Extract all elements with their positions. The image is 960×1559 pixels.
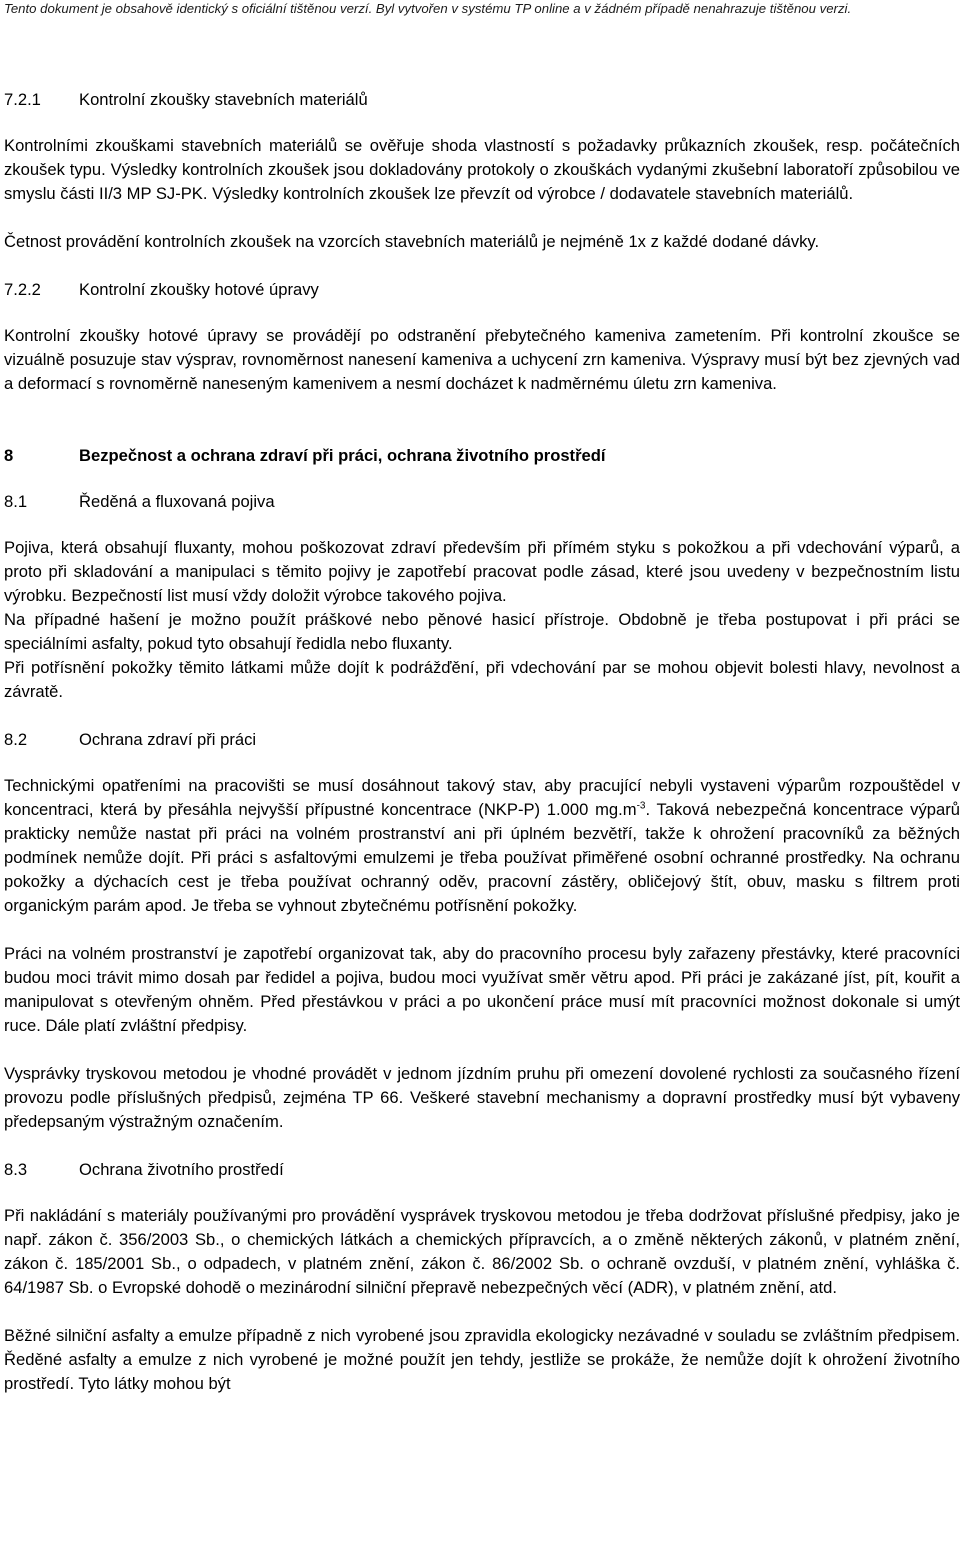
section-number: 8.1	[4, 492, 28, 511]
section-title: Kontrolní zkoušky stavebních materiálů	[79, 90, 368, 109]
section-number: 7.2.1	[4, 90, 41, 109]
section-heading-7-2-2	[4, 278, 960, 302]
section-title: Ochrana životního prostředí	[79, 1160, 284, 1179]
paragraph: Kontrolní zkoušky hotové úpravy se provádějí po odstranění přebytečného kameniva zametením. Při kontrolní zkoušce se vizuálně posuzuje stav výsprav, rovnoměrnost nanesení kameniva a uchycení zrn kameniva. Výspravy musí být bez zjevných vad a deformací s rovnoměrně naneseným kamenivem a nesmí docházet k nadměrnému úletu zrn kameniva.	[4, 326, 960, 393]
paragraph: Při potřísnění pokožky těmito látkami může dojít k podrážďění, při vdechování par se mohou objevit bolesti hlavy, nevolnost a závratě.	[4, 658, 960, 701]
section-title: Ochrana zdraví při práci	[79, 730, 257, 749]
paragraph: Četnost provádění kontrolních zkoušek na vzorcích stavebních materiálů je nejméně 1x z každé dodané dávky.	[4, 232, 820, 251]
paragraph: Běžné silniční asfalty a emulze případně z nich vyrobené jsou zpravidla ekologicky nezávadné v souladu se zvláštním předpisem. Ředěné asfalty a emulze z nich vyrobené je možné použít jen tehdy, jestliže se prokáže, že nemůže dojít k ohrožení životního prostředí. Tyto látky mohou být	[4, 1326, 960, 1393]
paragraph: Pojiva, která obsahují fluxanty, mohou poškozovat zdraví především při přímém styku s pokožkou a při vdechování výparů, a proto při skladování a manipulaci s těmito pojivy je zapotřebí pracovat podle zásad, které jsou uvedeny v bezpečnostním listu výrobku. Bezpečností list musí vždy doložit výrobce takového pojiva.	[4, 538, 960, 605]
paragraph: Na případné hašení je možno použít práškové nebo pěnové hasicí přístroje. Obdobně je třeba postupovat i při práci se speciálními asfalty, pokud tyto obsahují ředidla nebo fluxanty.	[4, 610, 960, 653]
document-page	[4, 88, 960, 1396]
paragraph	[4, 774, 960, 918]
section-title: Ředěná a fluxovaná pojiva	[79, 492, 275, 511]
document-disclaimer-banner: Tento dokument je obsahově identický s oficiální tištěnou verzí. Byl vytvořen v systému TP online a v žádném případě nenahrazuje tištěnou verzi.	[4, 1, 852, 16]
section-heading-8-1	[4, 490, 960, 514]
section-heading-8-2	[4, 728, 960, 752]
chapter-number: 8	[4, 446, 14, 465]
section-number: 8.2	[4, 730, 28, 749]
paragraph: Kontrolními zkouškami stavebních materiálů se ověřuje shoda vlastností s požadavky průkazních zkoušek, resp. počátečních zkoušek typu. Výsledky kontrolních zkoušek jsou dokladovány protokoly o zkouškách vydanými zkušební laboratoří způsobilou ve smyslu části II/3 MP SJ-PK. Výsledky kontrolních zkoušek lze převzít od výrobce / dodavatele stavebních materiálů.	[4, 136, 960, 203]
text-run: . Taková nebezpečná koncentrace výparů prakticky nemůže nastat při práci na volném prostranství ani při úplném bezvětří, takže k ohrožení pracovníků za běžných podmínek nemůže dojít. Při práci s asfaltovými emulzemi je třeba používat přiměřené osobní ochranné prostředky. Na ochranu pokožky a dýchacích cest je třeba používat ochranný oděv, pracovní zástěry, obličejový štít, obuv, masku s filtrem proti organickým parám apod. Je třeba se vyhnout zbytečnému potřísnění pokožky.	[4, 800, 960, 915]
superscript: -3	[636, 800, 646, 812]
chapter-heading-8	[4, 444, 960, 468]
chapter-title: Bezpečnost a ochrana zdraví při práci, ochrana životního prostředí	[79, 446, 606, 465]
paragraph: Při nakládání s materiály používanými pro provádění vysprávek tryskovou metodou je třeba dodržovat příslušné předpisy, jako je např. zákon č. 356/2003 Sb., o chemických látkách a chemických přípravcích, a o změně některých zákonů, v platném znění, zákon č. 185/2001 Sb., o odpadech, v platném znění, zákon č. 86/2002 Sb. o ochraně ovzduší, v platném znění, vyhláška č. 64/1987 Sb. o Evropské dohodě o mezinárodní silniční přepravě nebezpečných věcí (ADR), v platném znění, atd.	[4, 1206, 960, 1297]
section-title: Kontrolní zkoušky hotové úpravy	[79, 280, 319, 299]
section-number: 8.3	[4, 1160, 28, 1179]
text-run: Technickými opatřeními na pracovišti se musí dosáhnout takový stav, aby pracující nebyli vystaveni výparům rozpouštědel v koncentraci, která by přesáhla nejvyšší přípustné koncentrace (NKP-P) 1.000 mg.m	[4, 776, 960, 819]
section-heading-8-3	[4, 1158, 960, 1182]
paragraph: Vysprávky tryskovou metodou je vhodné provádět v jednom jízdním pruhu při omezení dovolené rychlosti za současného řízení provozu podle příslušných předpisů, zejména TP 66. Veškeré stavební mechanismy a dopravní prostředky musí být vybaveny předepsaným výstražným označením.	[4, 1064, 960, 1131]
section-number: 7.2.2	[4, 280, 41, 299]
paragraph: Práci na volném prostranství je zapotřebí organizovat tak, aby do pracovního procesu byly zařazeny přestávky, které pracovníci budou moci trávit mimo dosah par ředidel a pojiva, budou moci využívat směr větru apod. Při práci je zakázané jíst, pít, kouřit a manipulovat s otevřeným ohněm. Před přestávkou v práci a po ukončení práce musí mít pracovníci možnost dokonale si umýt ruce. Dále platí zvláštní předpisy.	[4, 944, 960, 1035]
section-heading-7-2-1	[4, 88, 960, 112]
